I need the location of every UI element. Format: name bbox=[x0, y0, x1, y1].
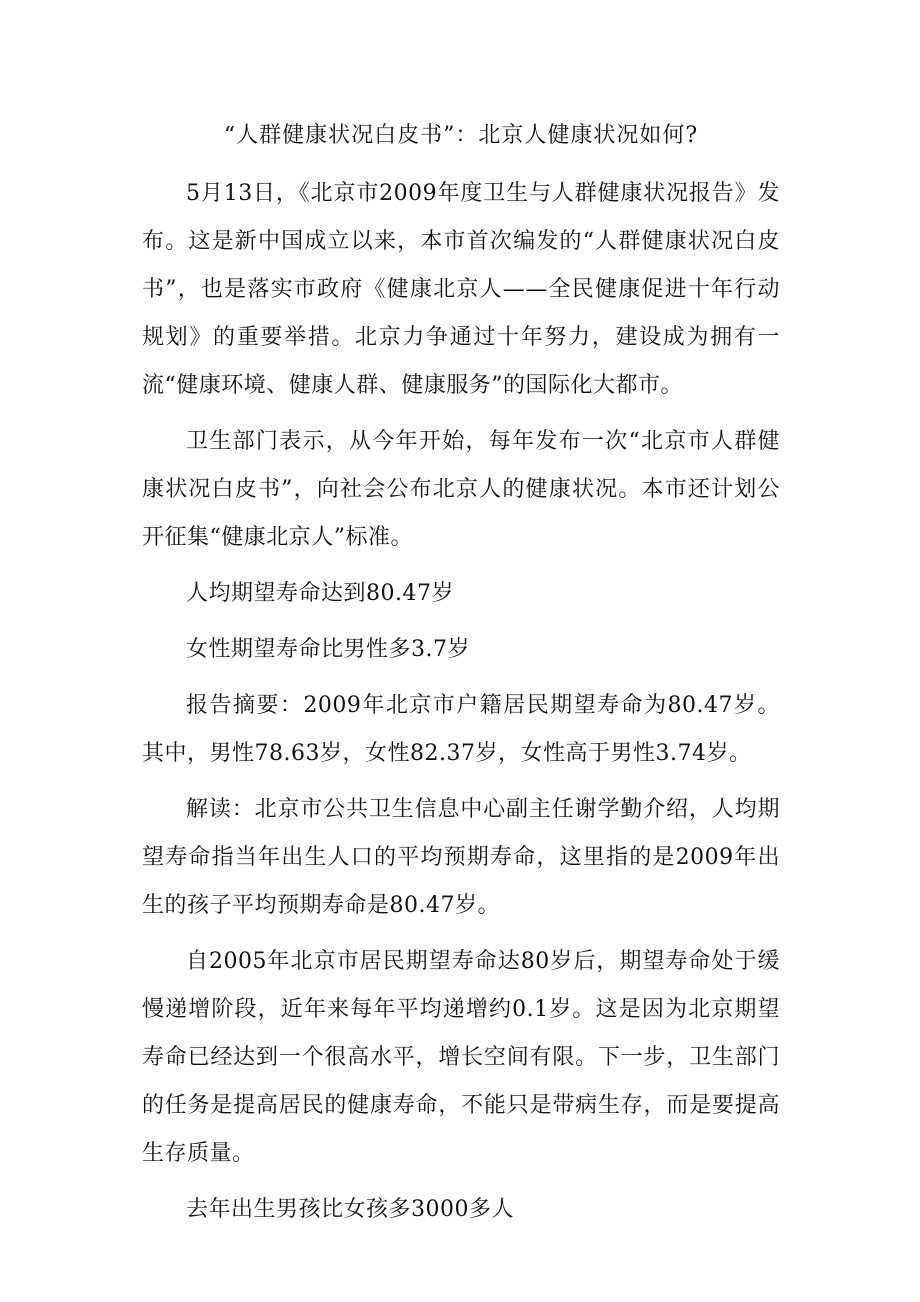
paragraph-annual-publication: 卫生部门表示，从今年开始，每年发布一次“北京市人群健康状况白皮书”，向社会公布北京人的健康状况。本市还计划公开征集“健康北京人”标准。 bbox=[142, 429, 780, 550]
subheading-gender-difference: 女性期望寿命比男性多3.7岁 bbox=[186, 637, 470, 662]
subheading-life-expectancy: 人均期望寿命达到80.47岁 bbox=[186, 581, 454, 606]
paragraph-growth-trend: 自2005年北京市居民期望寿命达80岁后，期望寿命处于缓慢递增阶段，近年来每年平均递增约0.1岁。这是因为北京期望寿命已经达到一个很高水平，增长空间有限。下一步，卫生部门的任务是提高居民的健康寿命，不能只是带病生存，而是要提高生存质量。 bbox=[142, 949, 780, 1166]
document-title: “人群健康状况白皮书”：北京人健康状况如何? bbox=[223, 123, 699, 148]
paragraph-interpretation: 解读：北京市公共卫生信息中心副主任谢学勤介绍，人均期望寿命指当年出生人口的平均预期寿命，这里指的是2009年出生的孩子平均预期寿命是80.47岁。 bbox=[142, 797, 780, 918]
paragraph-report-summary: 报告摘要：2009年北京市户籍居民期望寿命为80.47岁。其中，男性78.63岁，女性82.37岁，女性高于男性3.74岁。 bbox=[142, 693, 780, 766]
paragraph-release-announcement: 5月13日，《北京市2009年度卫生与人群健康状况报告》发布。这是新中国成立以来，本市首次编发的“人群健康状况白皮书”，也是落实市政府《健康北京人——全民健康促进十年行动规划》的重要举措。北京力争通过十年努力，建设成为拥有一流“健康环境、健康人群、健康服务”的国际化大都市。 bbox=[142, 181, 780, 398]
document-body bbox=[142, 112, 780, 1242]
subheading-births: 去年出生男孩比女孩多3000多人 bbox=[186, 1197, 514, 1222]
